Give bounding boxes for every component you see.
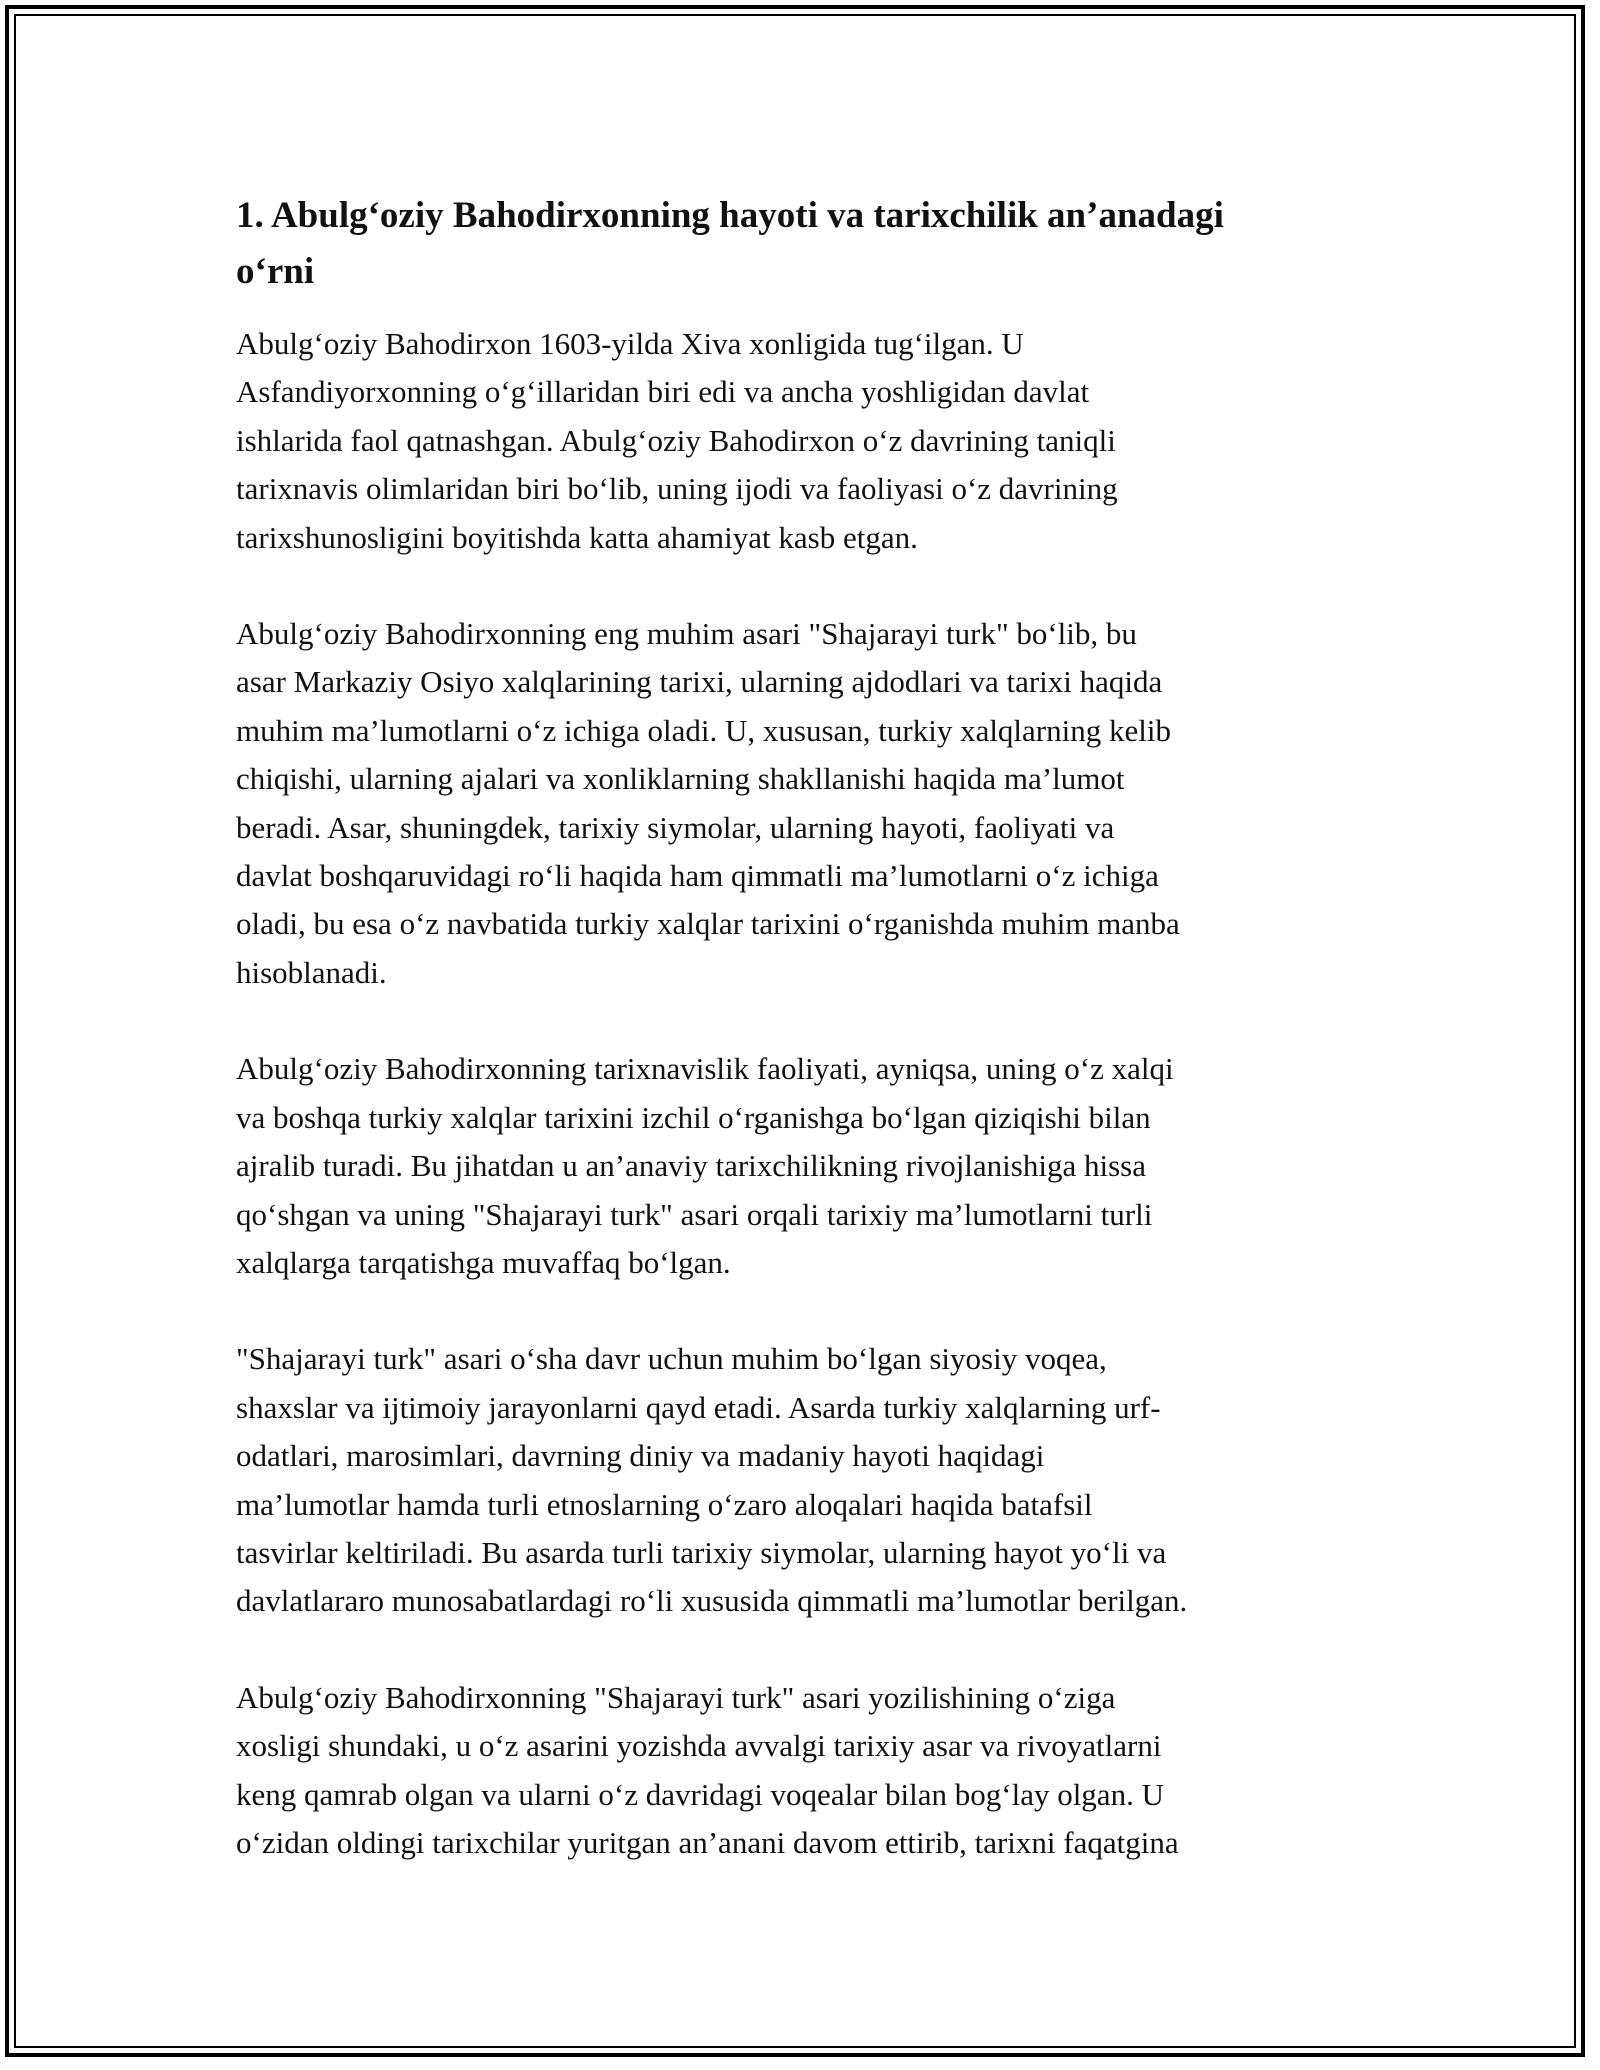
paragraph <box>236 1335 1371 1625</box>
document-body <box>236 188 1371 1915</box>
paragraph-line: Abulg‘oziy Bahodirxonning eng muhim asari "Shajarayi turk" bo‘lib, bu <box>236 616 1137 652</box>
paragraph <box>236 320 1371 562</box>
paragraph-line: qo‘shgan va uning "Shajarayi turk" asari orqali tarixiy ma’lumotlarni turli <box>236 1196 1153 1232</box>
paragraph <box>236 610 1371 997</box>
paragraph-line: davlatlararo munosabatlardagi ro‘li xususida qimmatli ma’lumotlar berilgan. <box>236 1583 1188 1619</box>
paragraph-line: Abulg‘oziy Bahodirxonning tarixnavislik faoliyati, ayniqsa, uning o‘z xalqi <box>236 1051 1174 1087</box>
section-heading <box>236 188 1371 300</box>
paragraph-line: tarixshunosligini boyitishda katta ahamiyat kasb etgan. <box>236 519 918 555</box>
paragraph-line: o‘zidan oldingi tarixchilar yuritgan an’anani davom ettirib, tarixni faqatgina <box>236 1824 1179 1860</box>
paragraph-line: xalqlarga tarqatishga muvaffaq bo‘lgan. <box>236 1244 731 1280</box>
paragraph-line: chiqishi, ularning ajalari va xonliklarning shakllanishi haqida ma’lumot <box>236 761 1125 797</box>
paragraph-line: hisoblanadi. <box>236 954 387 990</box>
paragraph-line: asar Markaziy Osiyo xalqlarining tarixi, ularning ajdodlari va tarixi haqida <box>236 664 1163 700</box>
paragraph-line: ishlarida faol qatnashgan. Abulg‘oziy Bahodirxon o‘z davrining taniqli <box>236 422 1116 458</box>
paragraph <box>236 1674 1371 1868</box>
heading-line: 1. Abulg‘oziy Bahodirxonning hayoti va tarixchilik an’anadagi <box>236 195 1224 236</box>
paragraph-line: xosligi shundaki, u o‘z asarini yozishda avvalgi tarixiy asar va rivoyatlarni <box>236 1728 1162 1764</box>
paragraph-line: Abulg‘oziy Bahodirxon 1603-yilda Xiva xonligida tug‘ilgan. U <box>236 326 1024 361</box>
paragraph-line: ma’lumotlar hamda turli etnoslarning o‘zaro aloqalari haqida batafsil <box>236 1486 1093 1522</box>
paragraph-line: ajralib turadi. Bu jihatdan u an’anaviy tarixchilikning rivojlanishiga hissa <box>236 1148 1146 1184</box>
paragraph-line: va boshqa turkiy xalqlar tarixini izchil o‘rganishga bo‘lgan qiziqishi bilan <box>236 1099 1151 1135</box>
paragraph-line: muhim ma’lumotlarni o‘z ichiga oladi. U, xususan, turkiy xalqlarning kelib <box>236 712 1171 748</box>
paragraph-line: shaxslar va ijtimoiy jarayonlarni qayd etadi. Asarda turkiy xalqlarning urf- <box>236 1389 1161 1425</box>
paragraph-line: Asfandiyorxonning o‘g‘illaridan biri edi va ancha yoshligidan davlat <box>236 374 1090 410</box>
paragraph-list <box>236 320 1371 1867</box>
paragraph-line: tarixnavis olimlaridan biri bo‘lib, uning ijodi va faoliyasi o‘z davrining <box>236 471 1118 507</box>
paragraph-line: davlat boshqaruvidagi ro‘li haqida ham qimmatli ma’lumotlarni o‘z ichiga <box>236 858 1159 894</box>
paragraph-line: tasvirlar keltiriladi. Bu asarda turli tarixiy siymolar, ularning hayot yo‘li va <box>236 1534 1167 1570</box>
paragraph <box>236 1045 1371 1287</box>
paragraph-line: odatlari, marosimlari, davrning diniy va madaniy hayoti haqidagi <box>236 1438 1045 1474</box>
paragraph-line: keng qamrab olgan va ularni o‘z davridagi voqealar bilan bog‘lay olgan. U <box>236 1776 1164 1812</box>
paragraph-line: oladi, bu esa o‘z navbatida turkiy xalqlar tarixini o‘rganishda muhim manba <box>236 906 1180 942</box>
heading-line: o‘rni <box>236 251 315 292</box>
paragraph-line: "Shajarayi turk" asari o‘sha davr uchun muhim bo‘lgan siyosiy voqea, <box>236 1341 1107 1377</box>
paragraph-line: beradi. Asar, shuningdek, tarixiy siymolar, ularning hayoti, faoliyati va <box>236 809 1115 845</box>
paragraph-line: Abulg‘oziy Bahodirxonning "Shajarayi turk" asari yozilishining o‘ziga <box>236 1679 1116 1715</box>
